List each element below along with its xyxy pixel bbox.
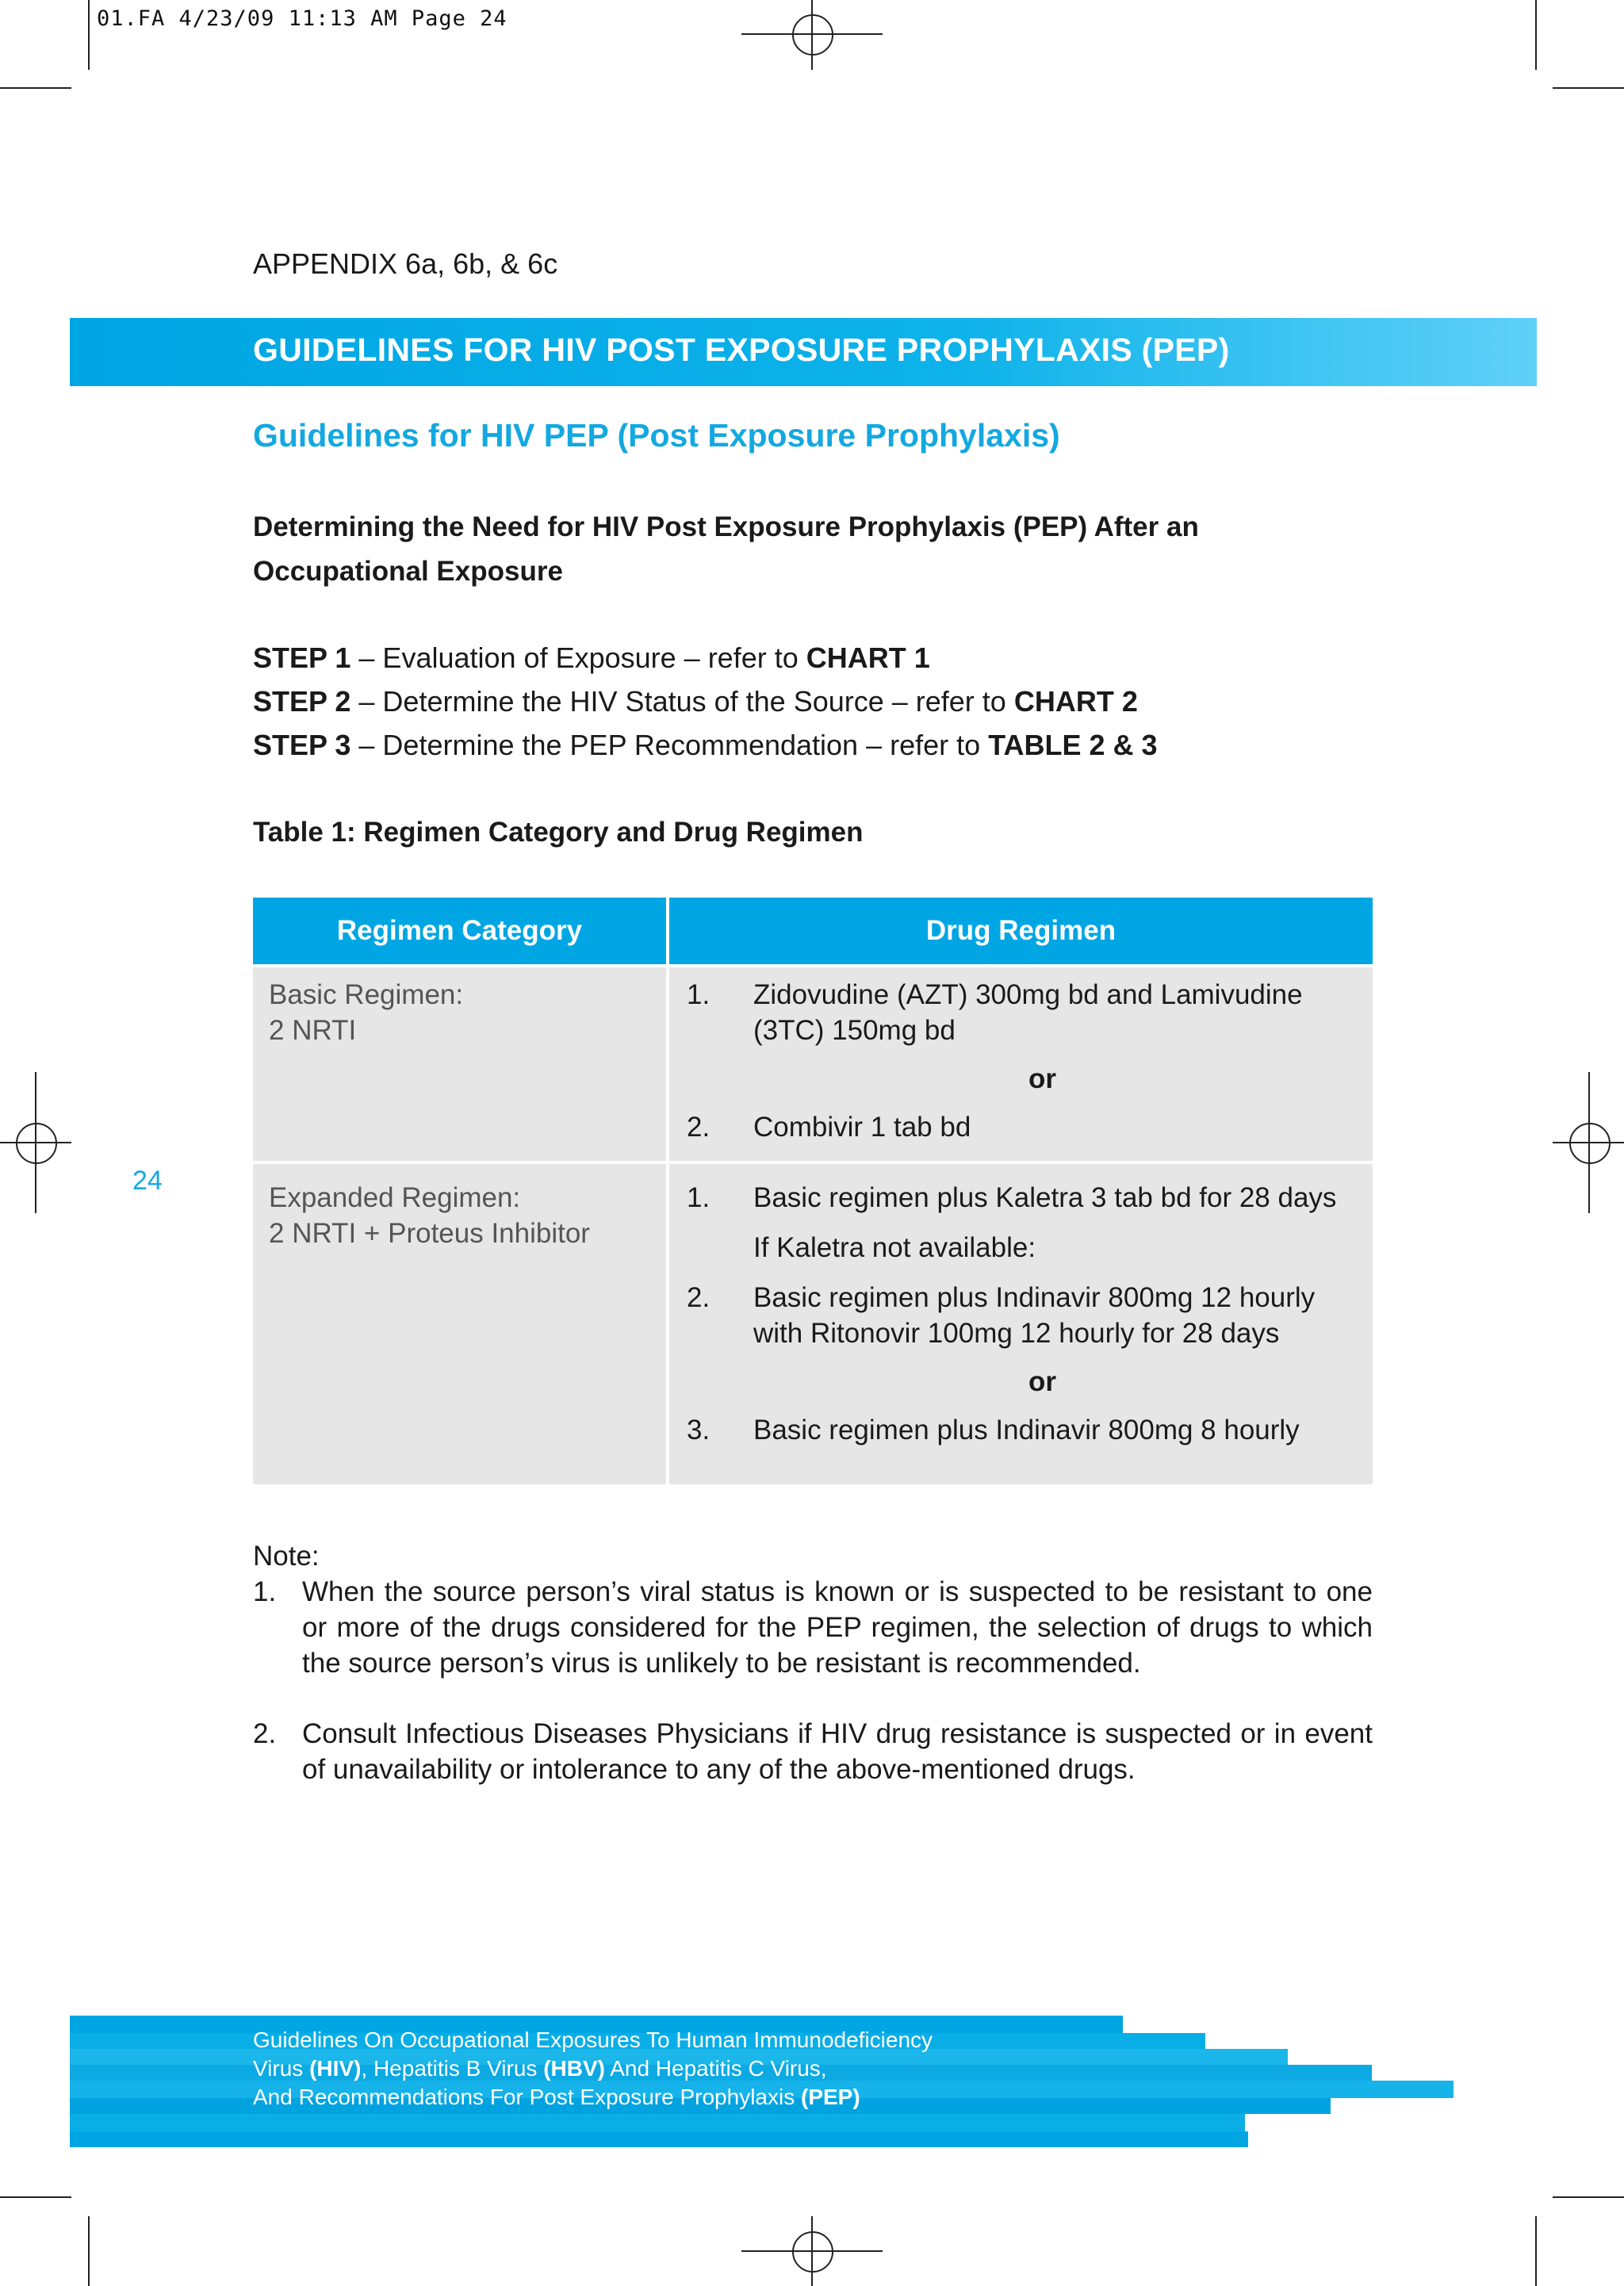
steps-list — [253, 636, 1158, 767]
section-subtitle: Guidelines for HIV PEP (Post Exposure Prophylaxis) — [253, 417, 1060, 454]
category-cell: Expanded Regimen: 2 NRTI + Proteus Inhibitor — [253, 1164, 666, 1484]
list-item: 1. Basic regimen plus Kaletra 3 tab bd for 28 days — [687, 1182, 1337, 1213]
footer-text: Guidelines On Occupational Exposures To Human Immunodeficiency Virus (HIV), Hepatitis B Virus (HBV) And Hepatitis C Virus, And Recommendations For Post Exposure Prophylaxis (PEP) — [253, 2028, 933, 2109]
list-item: 2. Combivir 1 tab bd — [687, 1112, 971, 1143]
note-item: 2. Consult Infectious Diseases Physicians if HIV drug resistance is suspected or in event of unavailability or intolerance to any of the above-mentioned drugs. — [253, 1718, 1373, 1785]
drug-cell — [669, 1164, 1373, 1484]
or-separator: or — [1028, 1063, 1056, 1094]
banner-title: GUIDELINES FOR HIV POST EXPOSURE PROPHYLAXIS (PEP) — [253, 331, 1230, 368]
table-row — [253, 1164, 1373, 1484]
notes-label: Note: — [253, 1541, 320, 1572]
table-caption: Table 1: Regimen Category and Drug Regimen — [253, 817, 864, 848]
list-item: 3. Basic regimen plus Indinavir 800mg 8 hourly — [687, 1415, 1300, 1446]
step-item: STEP 3 – Determine the PEP Recommendation – refer to TABLE 2 & 3 — [253, 729, 1158, 761]
list-item: 2. Basic regimen plus Indinavir 800mg 12 hourly with Ritonovir 100mg 12 hourly for 28 days — [687, 1282, 1316, 1349]
step-item: STEP 1 – Evaluation of Exposure – refer to CHART 1 — [253, 641, 930, 674]
appendix-label: APPENDIX 6a, 6b, & 6c — [253, 247, 558, 280]
conditional-note: If Kaletra not available: — [753, 1232, 1036, 1263]
note-item: 1. When the source person’s viral status is known or is suspected to be resistant to one or more of the drugs considered for the PEP regimen, the selection of drugs to which the source person’s virus is unlikely to be resistant is recommended. — [253, 1576, 1373, 1679]
table-header-row — [253, 898, 1373, 964]
category-cell: Basic Regimen: 2 NRTI — [253, 967, 666, 1161]
regimen-table — [253, 898, 1373, 1484]
printer-slug: 01.FA 4/23/09 11:13 AM Page 24 — [97, 6, 508, 31]
list-item: 1. Zidovudine (AZT) 300mg bd and Lamivudine (3TC) 150mg bd — [687, 979, 1303, 1046]
page-number: 24 — [132, 1166, 163, 1196]
column-header-category: Regimen Category — [253, 898, 666, 964]
intro-heading: Determining the Need for HIV Post Exposure Prophylaxis (PEP) After an Occupational Exposure — [253, 511, 1199, 587]
column-header-drug: Drug Regimen — [669, 898, 1373, 964]
or-separator: or — [1028, 1366, 1056, 1397]
drug-cell — [669, 967, 1373, 1161]
step-item: STEP 2 – Determine the HIV Status of the Source – refer to CHART 2 — [253, 685, 1138, 718]
notes-section — [253, 1538, 1373, 1787]
table-row — [253, 967, 1373, 1161]
